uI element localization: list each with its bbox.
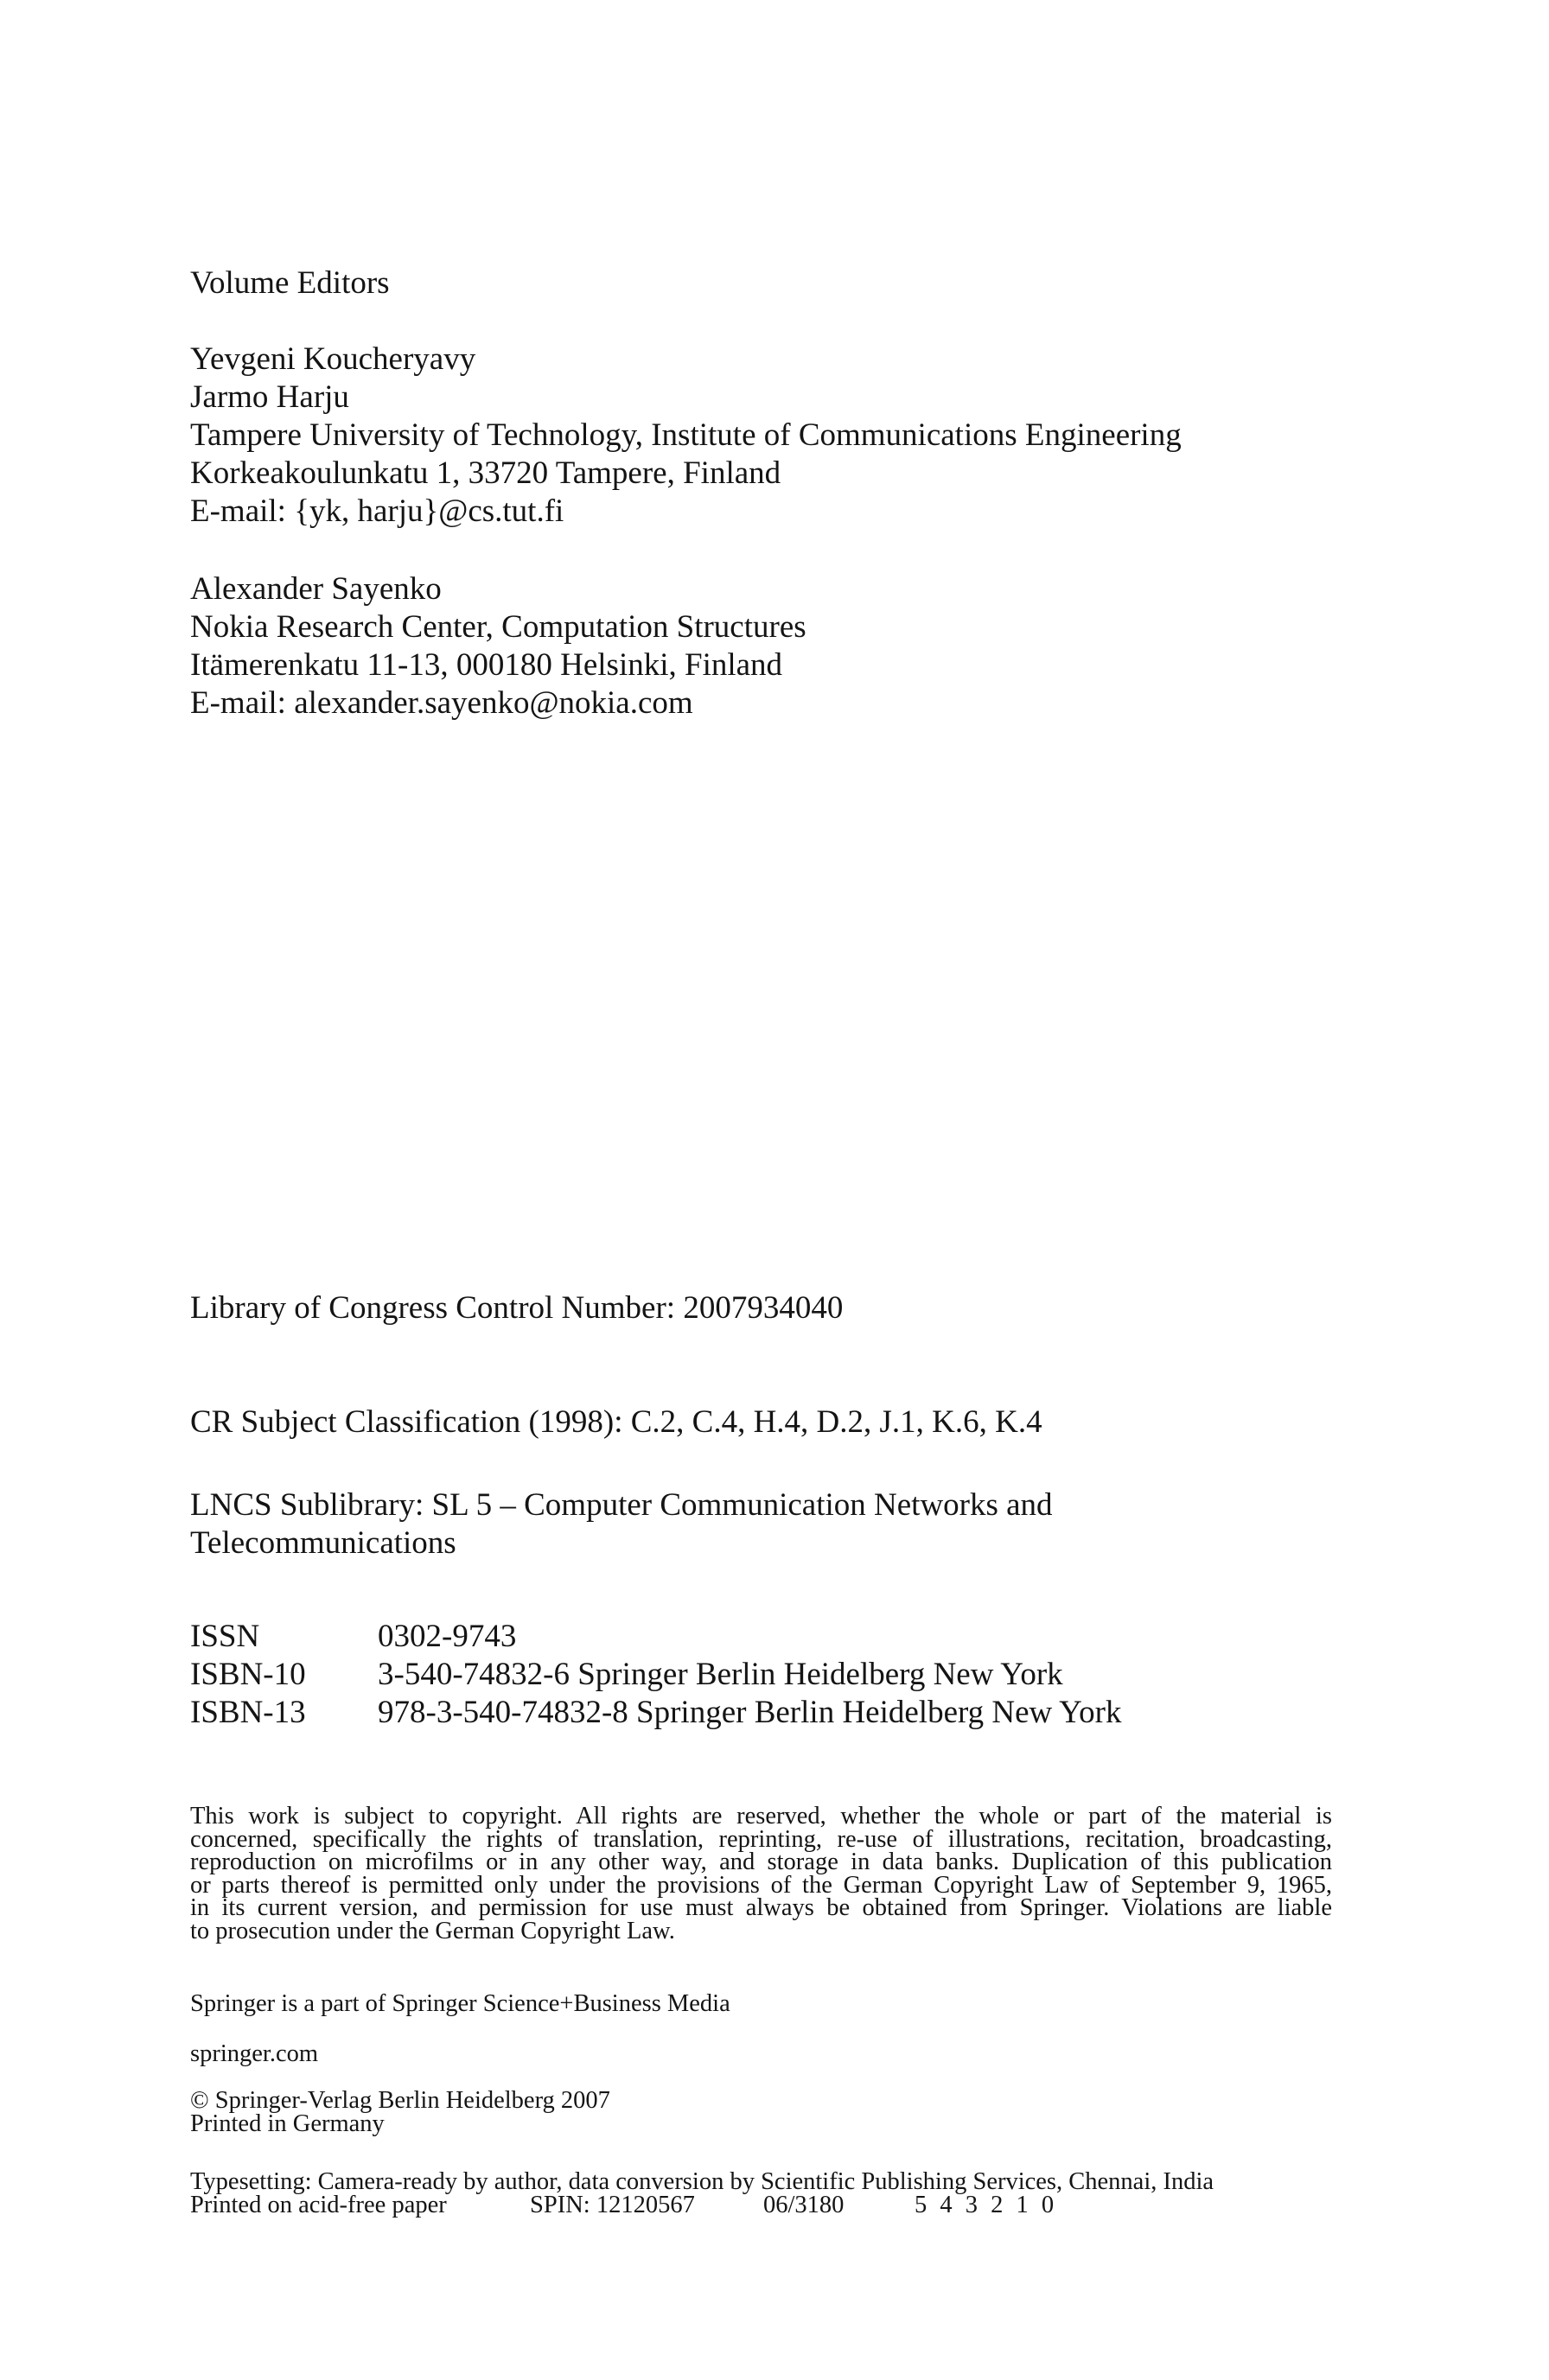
editor-name: Jarmo Harju xyxy=(190,379,349,415)
identifier-label: ISBN-13 xyxy=(190,1695,306,1730)
editor-name: Alexander Sayenko xyxy=(190,571,442,607)
identifier-value: 0302-9743 xyxy=(378,1619,517,1654)
cr-subject-classification: CR Subject Classification (1998): C.2, C.4, H.4, D.2, J.1, K.6, K.4 xyxy=(190,1404,1042,1440)
editor-affiliation: Tampere University of Technology, Institute of Communications Engineering xyxy=(190,417,1182,453)
notice-line: to prosecution under the German Copyright Law. xyxy=(190,1917,675,1944)
notice-line: in its current version, and permission for use must always be obtained from Springer. Violations are liable xyxy=(190,1894,1332,1921)
notice-line: reproduction on microfilms or in any other way, and storage in data banks. Duplication of this publication xyxy=(190,1849,1332,1875)
typesetting-line: Typesetting: Camera-ready by author, data conversion by Scientific Publishing Services, Chennai, India xyxy=(190,2168,1214,2195)
notice-line: or parts thereof is permitted only under the provisions of the German Copyright Law of September 9, 1965, xyxy=(190,1871,1332,1899)
notice-line: This work is subject to copyright. All rights are reserved, whether the whole or part of the material is xyxy=(190,1803,1332,1830)
acid-free-paper: Printed on acid-free paper xyxy=(190,2192,447,2218)
spin-number: SPIN: 12120567 xyxy=(530,2192,695,2218)
springer-url: springer.com xyxy=(190,2040,319,2067)
identifier-value: 3-540-74832-6 Springer Berlin Heidelberg New York xyxy=(378,1657,1063,1692)
identifier-value: 978-3-540-74832-8 Springer Berlin Heidelberg New York xyxy=(378,1695,1122,1730)
editor-address: Itämerenkatu 11-13, 000180 Helsinki, Finland xyxy=(190,647,783,683)
editor-address: Korkeakoulunkatu 1, 33720 Tampere, Finland xyxy=(190,455,781,491)
print-code: 06/3180 xyxy=(763,2192,845,2218)
notice-line: concerned, specifically the rights of translation, reprinting, re-use of illustrations, recitation, broadcasting, xyxy=(190,1825,1332,1853)
editor-email: E-mail: alexander.sayenko@nokia.com xyxy=(190,685,693,721)
printed-in-line: Printed in Germany xyxy=(190,2110,385,2137)
editor-group-tampere xyxy=(190,340,1348,531)
editor-email: E-mail: {yk, harju}@cs.tut.fi xyxy=(190,493,564,529)
issn-row xyxy=(190,1618,1348,1656)
print-info-row xyxy=(190,2194,1348,2332)
copyright-line: © Springer-Verlag Berlin Heidelberg 2007 xyxy=(190,2087,610,2114)
lncs-sublibrary: LNCS Sublibrary: SL 5 – Computer Communication Networks and Telecommunications xyxy=(190,1487,1053,1561)
springer-part-line: Springer is a part of Springer Science+Business Media xyxy=(190,1990,730,2017)
identifier-table xyxy=(190,1618,1348,1732)
isbn13-row xyxy=(190,1694,1348,1732)
identifier-label: ISSN xyxy=(190,1619,260,1654)
editor-affiliation: Nokia Research Center, Computation Structures xyxy=(190,609,806,645)
lccn-line: Library of Congress Control Number: 2007934040 xyxy=(190,1290,844,1326)
editor-name: Yevgeni Koucheryavy xyxy=(190,341,476,377)
volume-editors-heading: Volume Editors xyxy=(190,265,390,301)
identifier-label: ISBN-10 xyxy=(190,1657,306,1692)
isbn10-row xyxy=(190,1656,1348,1694)
copyright-notice xyxy=(190,1805,1332,1943)
print-run-numbers: 5 4 3 2 1 0 xyxy=(915,2192,1058,2218)
editor-group-nokia xyxy=(190,570,1348,722)
